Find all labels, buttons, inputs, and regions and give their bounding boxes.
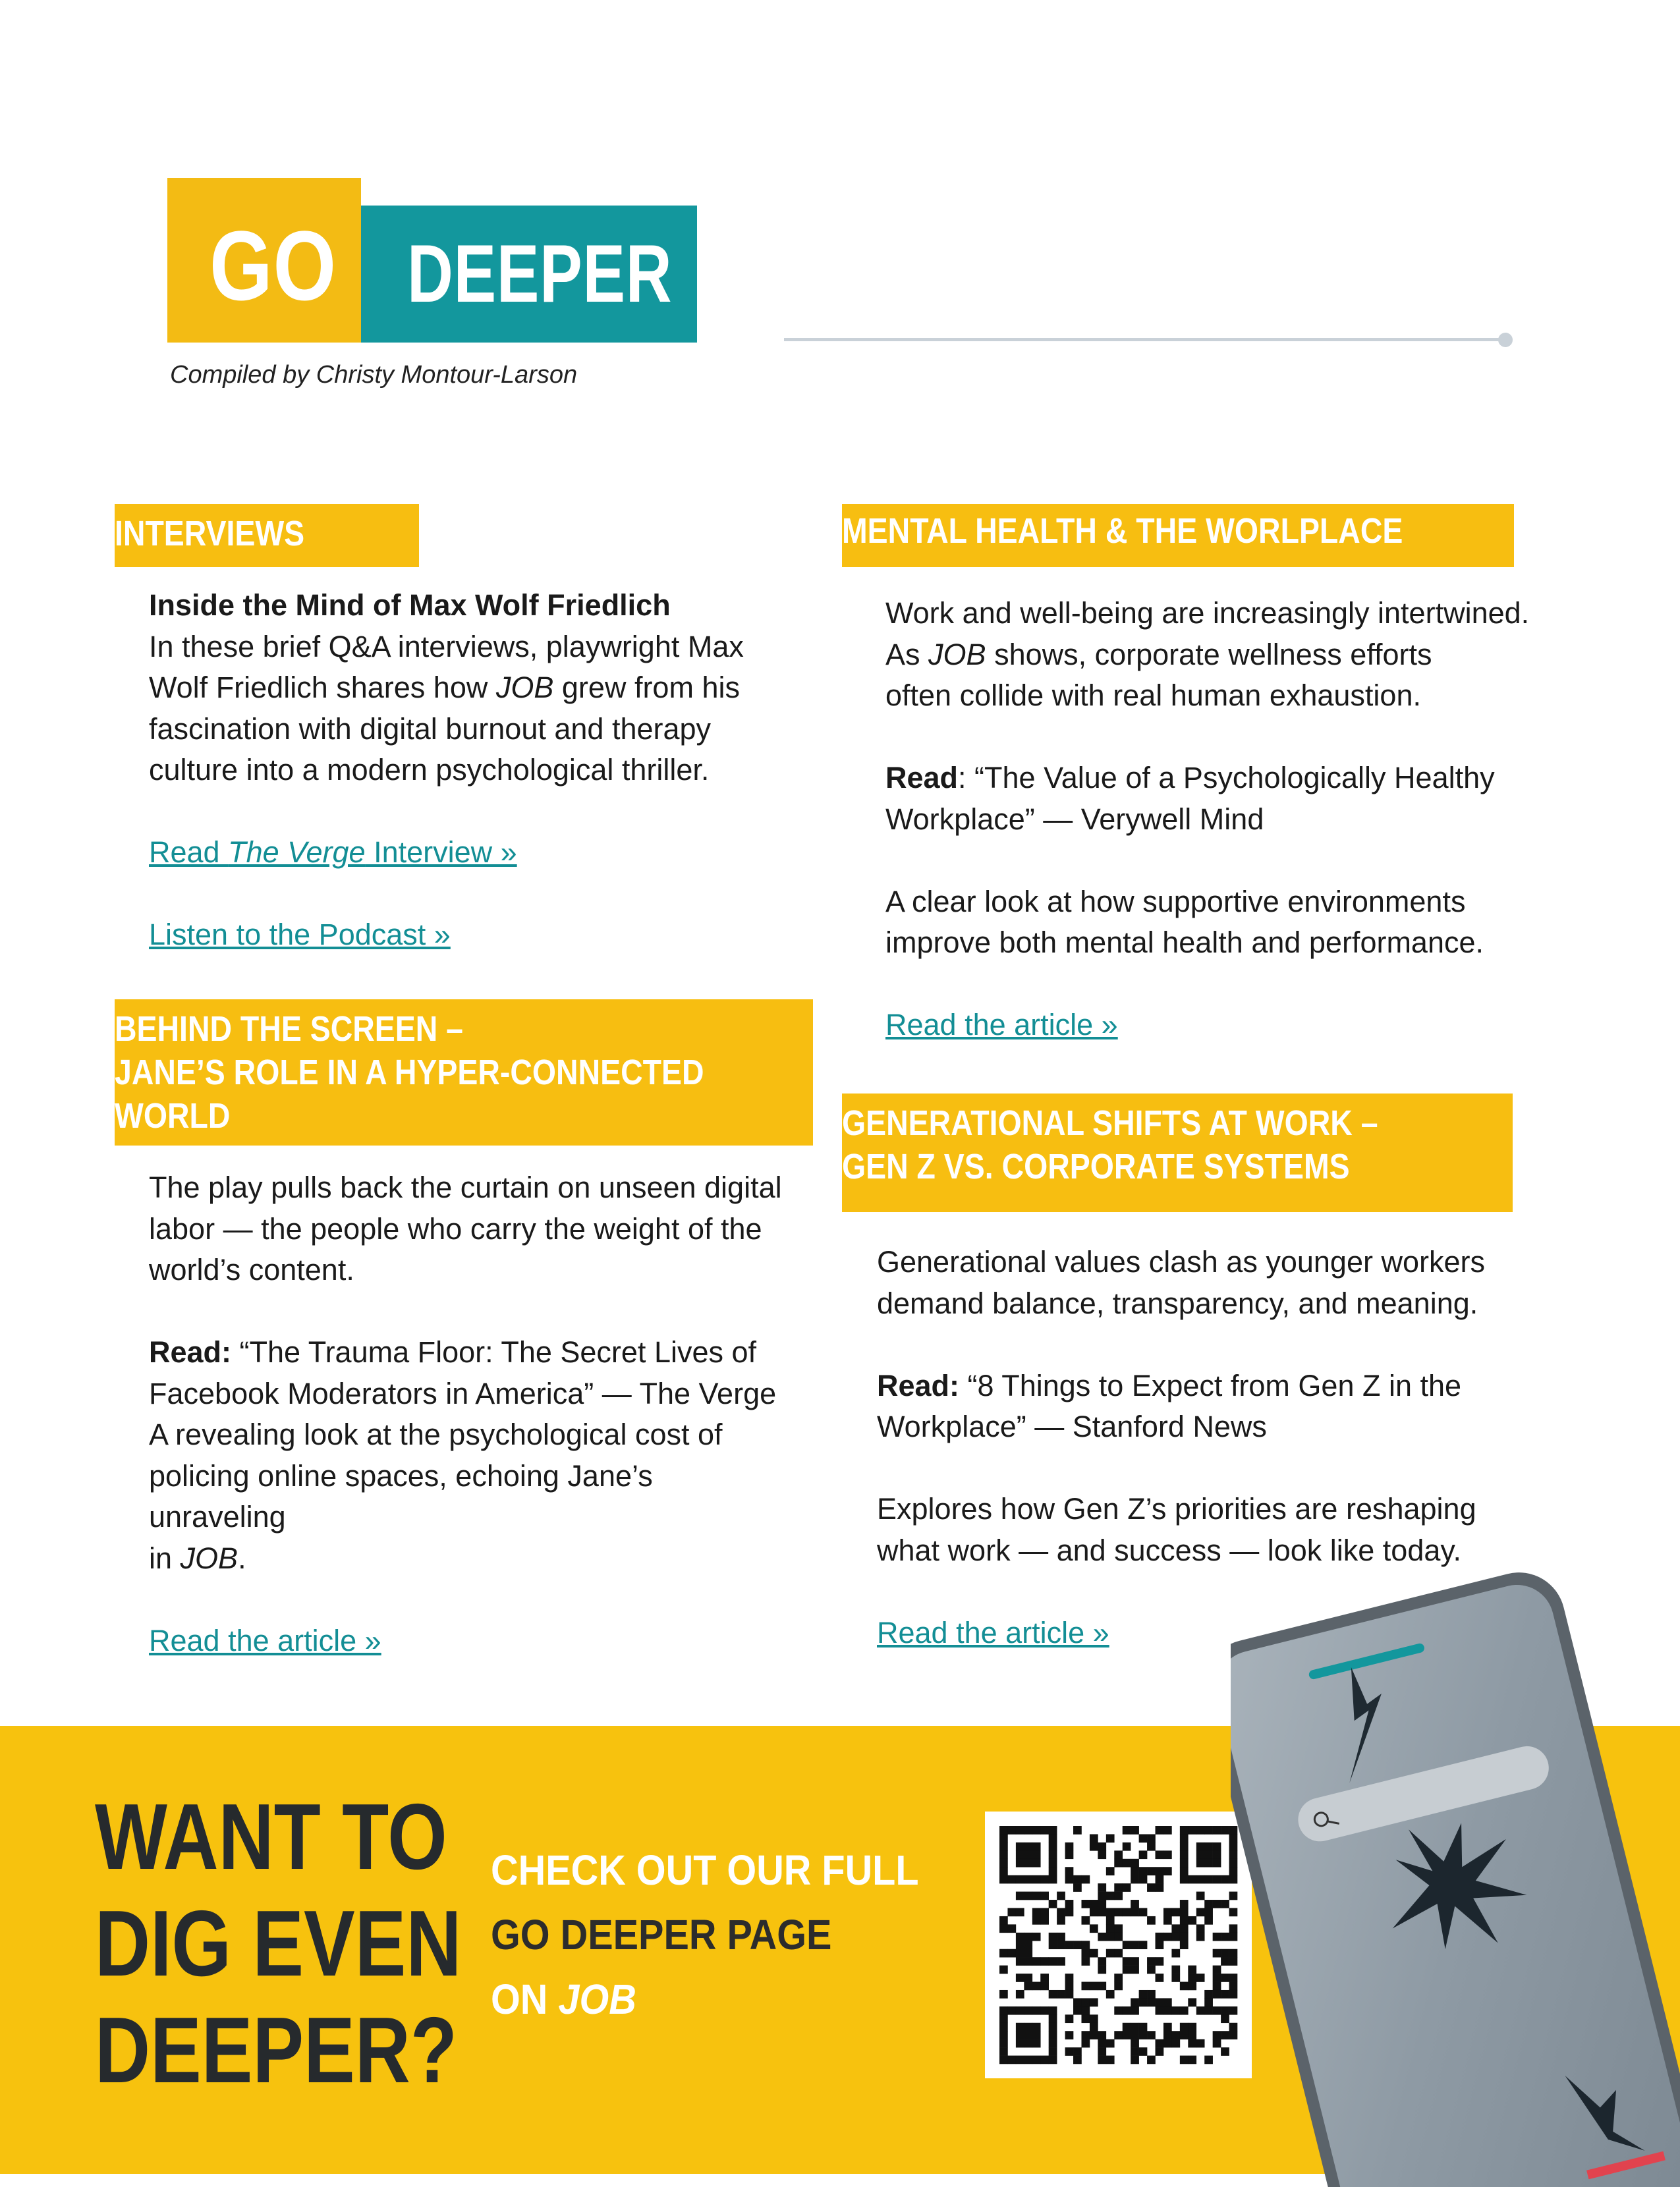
summary-line: Explores how Gen Z’s priorities are reshaping xyxy=(877,1492,1476,1526)
summary-line: A clear look at how supportive environments xyxy=(885,884,1466,918)
link-text: Read xyxy=(149,835,229,869)
behind-screen-section xyxy=(149,1167,814,1661)
interviews-desc-line: In these brief Q&A interviews, playwright Max xyxy=(149,629,744,663)
intro-line: The play pulls back the curtain on unseen digital xyxy=(149,1171,782,1204)
qr-code-icon[interactable] xyxy=(985,1812,1252,2078)
intro-line: often collide with real human exhaustion. xyxy=(885,678,1421,712)
text-fragment: . xyxy=(238,1541,246,1575)
intro-line: world’s content. xyxy=(149,1253,354,1287)
read-label: Read: xyxy=(877,1368,960,1402)
text-fragment: “8 Things to Expect from Gen Z in the xyxy=(959,1368,1462,1402)
interviews-heading-text: INTERVIEWS xyxy=(115,514,305,553)
text-fragment: : “The Value of a Psychologically Healthy xyxy=(958,761,1495,794)
read-line xyxy=(149,1332,814,1373)
link-text: Interview » xyxy=(365,835,517,869)
play-title: JOB xyxy=(495,671,554,704)
link-italic: The Verge xyxy=(228,835,366,869)
read-label: Read: xyxy=(149,1335,232,1369)
stanford-article-link[interactable]: Read the article » xyxy=(877,1615,1109,1649)
mental-health-section xyxy=(885,593,1643,1046)
want-to-dig-deeper xyxy=(95,1784,461,2104)
mental-health-heading-text: MENTAL HEALTH & THE WORLPLACE xyxy=(842,511,1403,551)
read-line: Facebook Moderators in America” — The Verge xyxy=(149,1376,777,1410)
behind-screen-heading xyxy=(115,999,813,1146)
text-fragment: grew from his xyxy=(553,671,740,704)
read-line xyxy=(149,1538,814,1580)
read-line: A revealing look at the psychological cost of xyxy=(149,1418,723,1451)
summary-line: improve both mental health and performance. xyxy=(885,926,1484,959)
play-title: JOB xyxy=(558,1976,636,2023)
heading-line: GEN Z VS. CORPORATE SYSTEMS xyxy=(842,1147,1350,1186)
interviews-desc-line: fascination with digital burnout and therapy xyxy=(149,711,712,746)
intro-line xyxy=(885,634,1643,676)
cta-line xyxy=(491,1967,919,2032)
text-fragment: As xyxy=(885,637,929,671)
read-line: policing online spaces, echoing Jane’s xyxy=(149,1458,653,1493)
text-fragment: in xyxy=(149,1541,181,1575)
go-block xyxy=(167,178,361,343)
cracked-phone-illustration-icon xyxy=(1231,1568,1680,2187)
deeper-block xyxy=(361,206,697,343)
header-divider-dot xyxy=(1498,333,1513,347)
heading-line: JANE’S ROLE IN A HYPER-CONNECTED xyxy=(115,1053,704,1092)
read-line xyxy=(877,1366,1536,1407)
go-word: GO xyxy=(210,210,337,321)
mental-health-heading xyxy=(842,504,1514,567)
intro-line: demand balance, transparency, and meaning. xyxy=(877,1286,1478,1320)
read-line xyxy=(885,758,1643,799)
deeper-word: DEEPER xyxy=(407,229,673,319)
play-title: JOB xyxy=(928,637,986,671)
text-fragment: “The Trauma Floor: The Secret Lives of xyxy=(231,1335,757,1369)
interviews-section xyxy=(149,585,808,956)
heading-line: BEHIND THE SCREEN – xyxy=(115,1009,463,1049)
verge-interview-link[interactable] xyxy=(149,835,517,869)
intro-line: labor — the people who carry the weight of the xyxy=(149,1211,762,1246)
play-title: JOB xyxy=(180,1541,238,1575)
want-line: WANT TO xyxy=(95,1785,447,1889)
text-fragment: ON xyxy=(491,1976,559,2023)
heading-line: WORLD xyxy=(115,1096,231,1136)
text-fragment: shows, corporate wellness efforts xyxy=(986,637,1432,671)
interviews-heading xyxy=(115,504,419,567)
verywell-article-link[interactable]: Read the article » xyxy=(885,1008,1118,1041)
compiled-by: Compiled by Christy Montour-Larson xyxy=(170,361,578,389)
heading-line: GENERATIONAL SHIFTS AT WORK – xyxy=(842,1103,1378,1143)
cta-line: GO DEEPER PAGE xyxy=(491,1911,832,1958)
generational-heading xyxy=(842,1094,1513,1212)
read-line: Workplace” — Verywell Mind xyxy=(885,802,1264,836)
podcast-link[interactable]: Listen to the Podcast » xyxy=(149,918,451,951)
summary-line: what work — and success — look like today. xyxy=(877,1533,1462,1567)
intro-line: Generational values clash as younger workers xyxy=(877,1245,1485,1279)
read-line: unraveling xyxy=(149,1500,286,1534)
intro-line: Work and well-being are increasingly intertwined. xyxy=(885,596,1530,630)
want-line: DIG EVEN xyxy=(95,1891,462,1996)
trauma-floor-article-link[interactable]: Read the article » xyxy=(149,1623,381,1657)
interviews-desc-line xyxy=(149,667,808,709)
check-out-cta[interactable] xyxy=(491,1838,919,2032)
header-divider-line xyxy=(784,338,1503,341)
qr-code-graphic xyxy=(985,1812,1252,2078)
read-label: Read xyxy=(885,761,959,794)
interviews-title: Inside the Mind of Max Wolf Friedlich xyxy=(149,588,671,622)
read-line: Workplace” — Stanford News xyxy=(877,1410,1267,1443)
interviews-desc-line: culture into a modern psychological thriller. xyxy=(149,753,710,787)
text-fragment: Wolf Friedlich shares how xyxy=(149,671,496,704)
cta-line: CHECK OUT OUR FULL xyxy=(491,1846,919,1894)
want-line: DEEPER? xyxy=(95,1998,457,2103)
